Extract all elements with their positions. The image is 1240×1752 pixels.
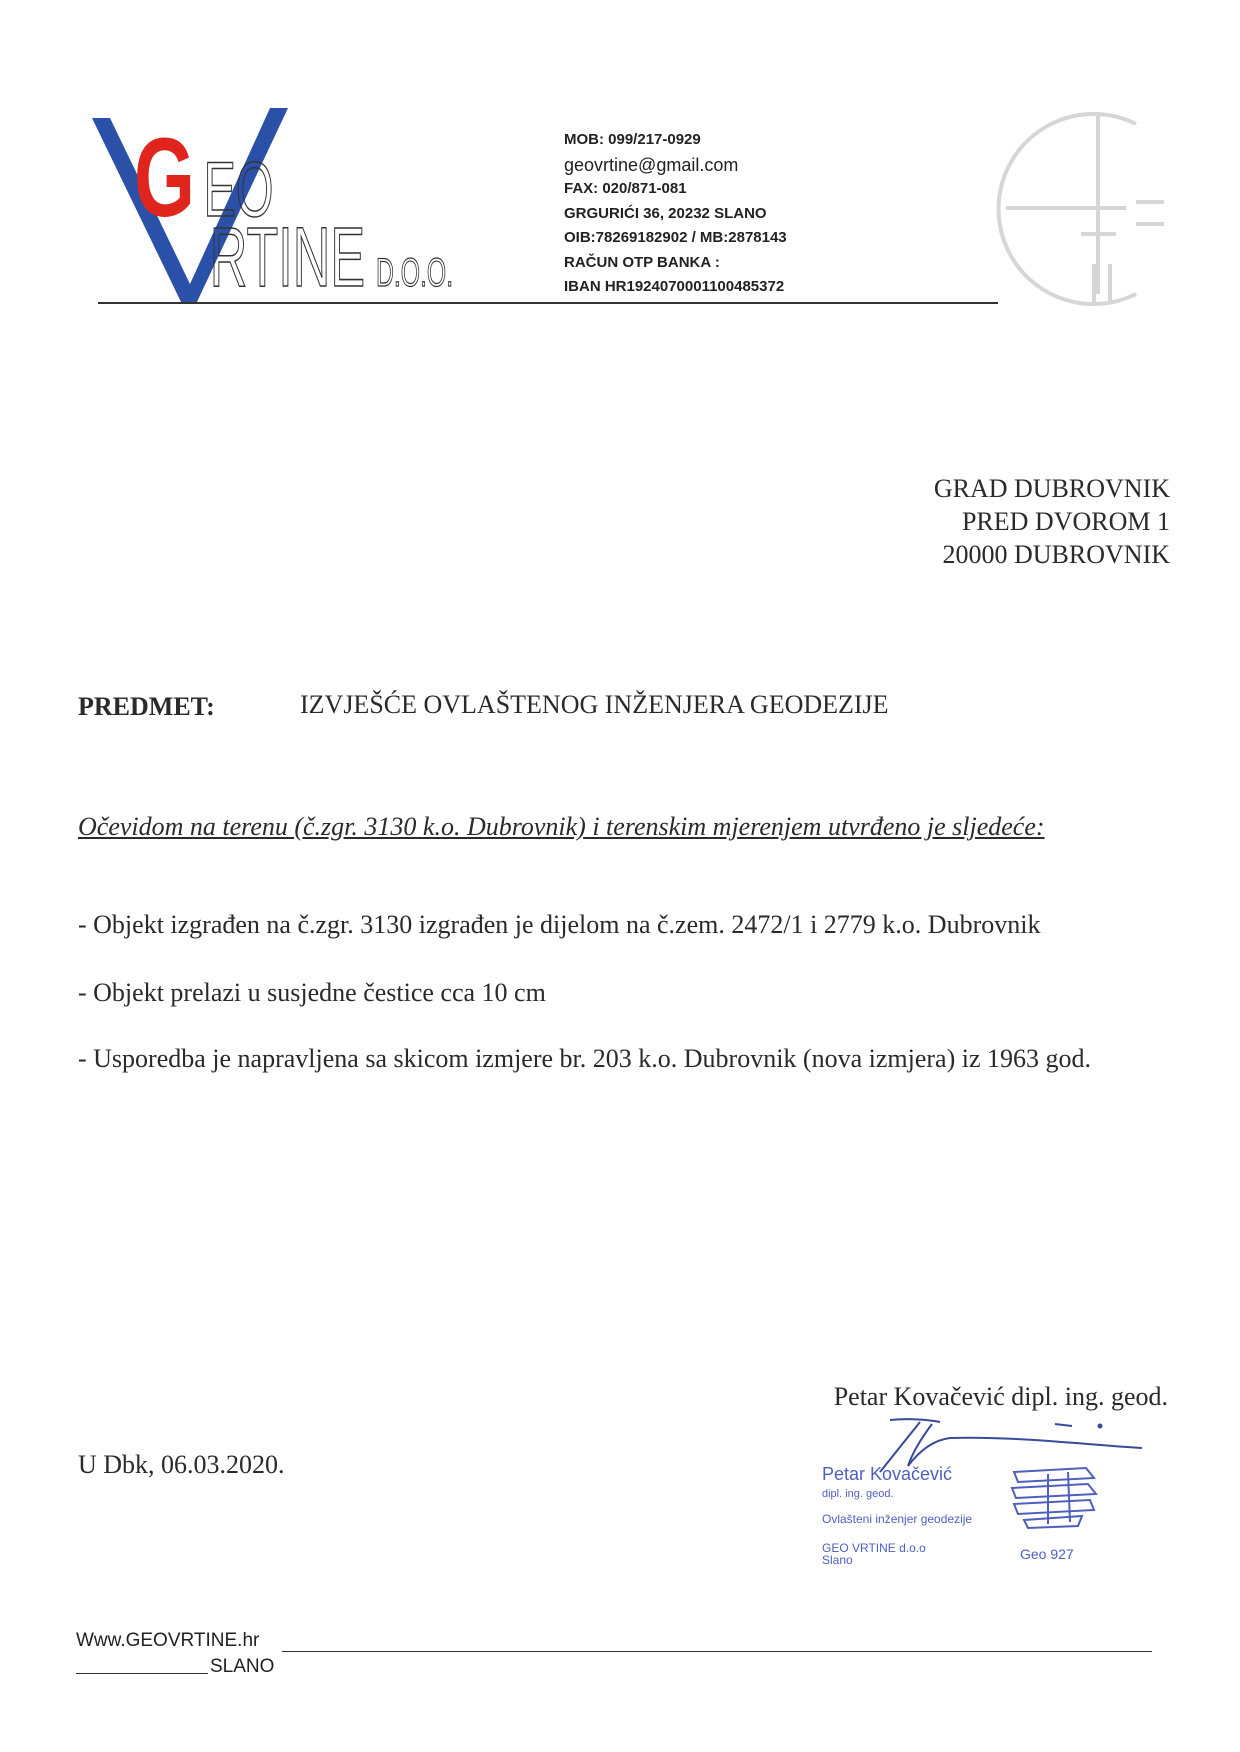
contact-email: geovrtine@gmail.com xyxy=(564,154,739,175)
logo-suffix: D.O.O. xyxy=(375,251,454,296)
company-logo xyxy=(92,108,512,308)
contact-iban: IBAN HR1924070001100485372 xyxy=(564,278,785,295)
finding-3: - Usporedba je napravljena sa skicom izmjere br. 203 k.o. Dubrovnik (nova izmjera) iz 1963 god. xyxy=(78,1044,1091,1073)
subject-text: IZVJEŠĆE OVLAŠTENOG INŽENJERA GEODEZIJE xyxy=(300,690,889,719)
document-date: U Dbk, 06.03.2020. xyxy=(78,1450,285,1479)
stamp-company-name: GEO VRTINE d.o.o xyxy=(822,1541,926,1555)
logo-letters-eo: EO xyxy=(203,145,274,233)
geodesy-watermark-icon xyxy=(986,104,1166,314)
signer-name: Petar Kovačević dipl. ing. geod. xyxy=(833,1382,1168,1411)
stamp-name: Petar Kovačević xyxy=(822,1464,953,1484)
logo-letter-g: G xyxy=(134,115,195,241)
stamp-title: dipl. ing. geod. xyxy=(822,1488,894,1500)
addressee-line-1: GRAD DUBROVNIK xyxy=(933,474,1170,503)
stamp-number: Geo 927 xyxy=(1020,1546,1074,1562)
footer-city: SLANO xyxy=(210,1656,275,1677)
stamp-role: Ovlašteni inženjer geodezije xyxy=(822,1512,973,1526)
letterhead-divider xyxy=(98,302,998,304)
addressee-line-2: PRED DVOROM 1 xyxy=(961,507,1170,536)
contact-mobile: MOB: 099/217-0929 xyxy=(564,131,701,148)
contact-address: GRGURIĆI 36, 20232 SLANO xyxy=(564,204,767,222)
footer-website: Www.GEOVRTINE.hr xyxy=(76,1630,260,1651)
footer-rule-top xyxy=(282,1651,1152,1652)
addressee-block xyxy=(934,472,1170,571)
official-stamp xyxy=(818,1460,1118,1580)
stamp-company xyxy=(822,1542,926,1566)
contact-oib: OIB:78269182902 / MB:2878143 xyxy=(564,229,787,246)
contact-bank: RAČUN OTP BANKA : xyxy=(564,253,720,271)
finding-2: - Objekt prelazi u susjedne čestice cca 10 cm xyxy=(78,978,546,1007)
contact-block xyxy=(564,128,787,300)
finding-1: - Objekt izgrađen na č.zgr. 3130 izgrađen je dijelom na č.zem. 2472/1 i 2779 k.o. Dubrovnik xyxy=(78,910,1041,939)
contact-fax: FAX: 020/871-081 xyxy=(564,180,687,197)
body-intro: Očevidom na terenu (č.zgr. 3130 k.o. Dubrovnik) i terenskim mjerenjem utvrđeno je sljedeće: xyxy=(78,812,1045,841)
footer-rule-bottom xyxy=(76,1673,208,1674)
stamp-company-city: Slano xyxy=(822,1553,853,1567)
subject-label: PREDMET: xyxy=(78,692,215,721)
addressee-line-3: 20000 DUBROVNIK xyxy=(942,540,1170,569)
stamp-seal-icon xyxy=(1008,1464,1098,1530)
logo-letters-rtine: RTINE xyxy=(209,210,366,305)
